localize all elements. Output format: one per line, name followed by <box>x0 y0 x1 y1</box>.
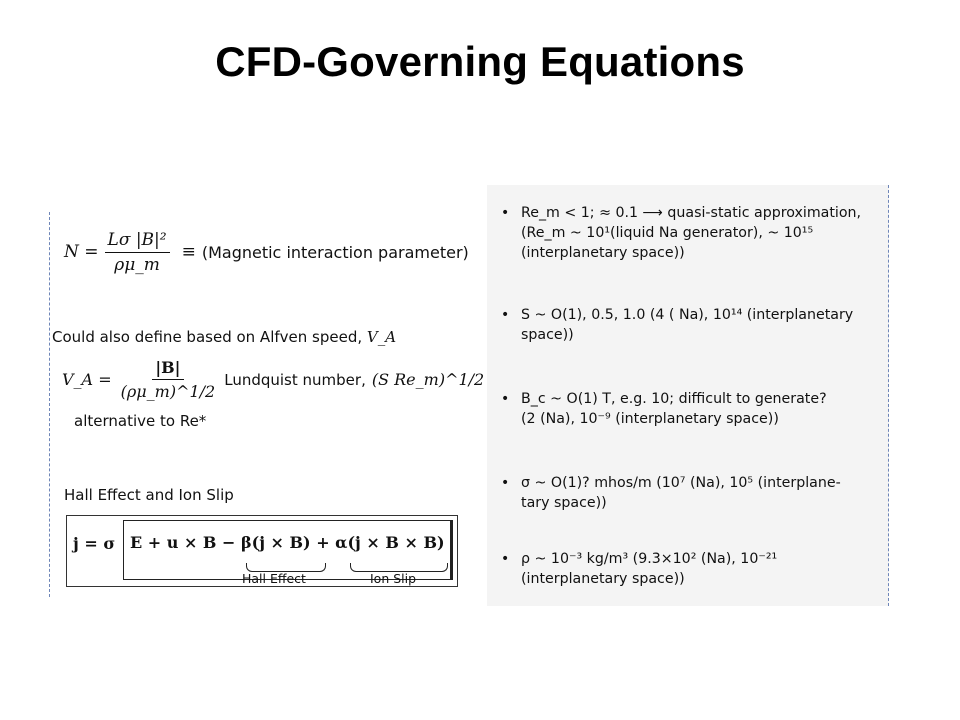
hall-eq-bracket <box>123 520 453 586</box>
left-equation-panel <box>49 212 485 597</box>
interaction-parameter-equation: N = $\frac{\text{Lσ |B|²}}{\rho\mu\_m}$ ≡ (Magnetic interaction parameter) <box>64 229 469 275</box>
lundquist-expression: (S Re_m)^1/2 <box>371 370 485 389</box>
eq-va-fraction <box>118 358 219 401</box>
ion-slip-label: Ion Slip <box>370 571 417 586</box>
bullet-line: (2 (Na), 10⁻⁹ (interplanetary space)) <box>521 411 779 427</box>
bullet-dot-icon: • <box>501 307 510 323</box>
bullet-critical-field <box>501 389 884 429</box>
bullet-line: σ ~ O(1)? mhos/m (10⁷ (Na), 10⁵ (interplane- <box>521 475 841 491</box>
alternative-text: alternative to Re* <box>74 412 207 430</box>
eq-va-denominator: (ρμ_m)^1/2 <box>120 382 216 401</box>
bullet-line: Re_m < 1; ≈ 0.1 ⟶ quasi-static approximation, <box>521 205 862 221</box>
bullet-dot-icon: • <box>501 551 510 567</box>
eq-n-numerator: Lσ |B|² <box>105 230 170 253</box>
right-parameter-panel <box>487 185 889 606</box>
bullet-dot-icon: • <box>501 205 510 221</box>
eq-va-numerator: |B| <box>152 358 183 380</box>
bullet-line: (interplanetary space)) <box>521 571 685 587</box>
bullet-dot-icon: • <box>501 475 510 491</box>
bullet-conductivity <box>501 473 884 513</box>
eq-va-lhs: V_A <box>62 370 94 389</box>
bullet-line: (interplanetary space)) <box>521 245 685 261</box>
slide-title: CFD-Governing Equations <box>215 38 745 85</box>
bullet-line: S ~ O(1), 0.5, 1.0 (4 ( Na), 10¹⁴ (interplanetary <box>521 307 854 323</box>
bullet-line: ρ ~ 10⁻³ kg/m³ (9.3×10² (Na), 10⁻²¹ <box>521 551 778 567</box>
eq-n-denominator: ρμ_m <box>114 254 160 275</box>
eq-n-fraction <box>105 230 170 275</box>
lundquist-text: Lundquist number, <box>224 370 366 389</box>
bullet-stuart-number <box>501 305 884 345</box>
eq-n-lhs: N <box>64 242 79 262</box>
hall-effect-heading: Hall Effect and Ion Slip <box>64 486 234 504</box>
bullet-line: (Re_m ~ 10¹(liquid Na generator), ~ 10¹⁵ <box>521 225 814 241</box>
alfven-definition-text <box>52 328 396 346</box>
bullet-line: tary space)) <box>521 495 607 511</box>
bullet-line: space)) <box>521 327 574 343</box>
bullet-density <box>501 549 884 589</box>
hall-effect-label: Hall Effect <box>242 571 306 586</box>
eq-n-label: (Magnetic interaction parameter) <box>201 242 469 262</box>
alfven-speed-equation: V_A = $\frac{|B|}{(\rho\mu\_m)\^{}1/2}$ Lundquist number, (S Re_m)^1/2 <box>62 358 493 401</box>
alfven-symbol: V_A <box>366 328 397 346</box>
hall-eq-body: E + u × B − β(j × B) + α(j × B × B) <box>130 533 445 552</box>
alfven-text: Could also define based on Alfven speed, <box>52 328 363 346</box>
hall-ion-slip-equation <box>66 515 458 587</box>
hall-eq-lhs: j = σ <box>73 534 116 553</box>
bullet-dot-icon: • <box>501 391 510 407</box>
bullet-line: B_c ~ O(1) T, e.g. 10; difficult to generate? <box>521 391 827 407</box>
bullet-reynolds-magnetic <box>501 203 884 263</box>
